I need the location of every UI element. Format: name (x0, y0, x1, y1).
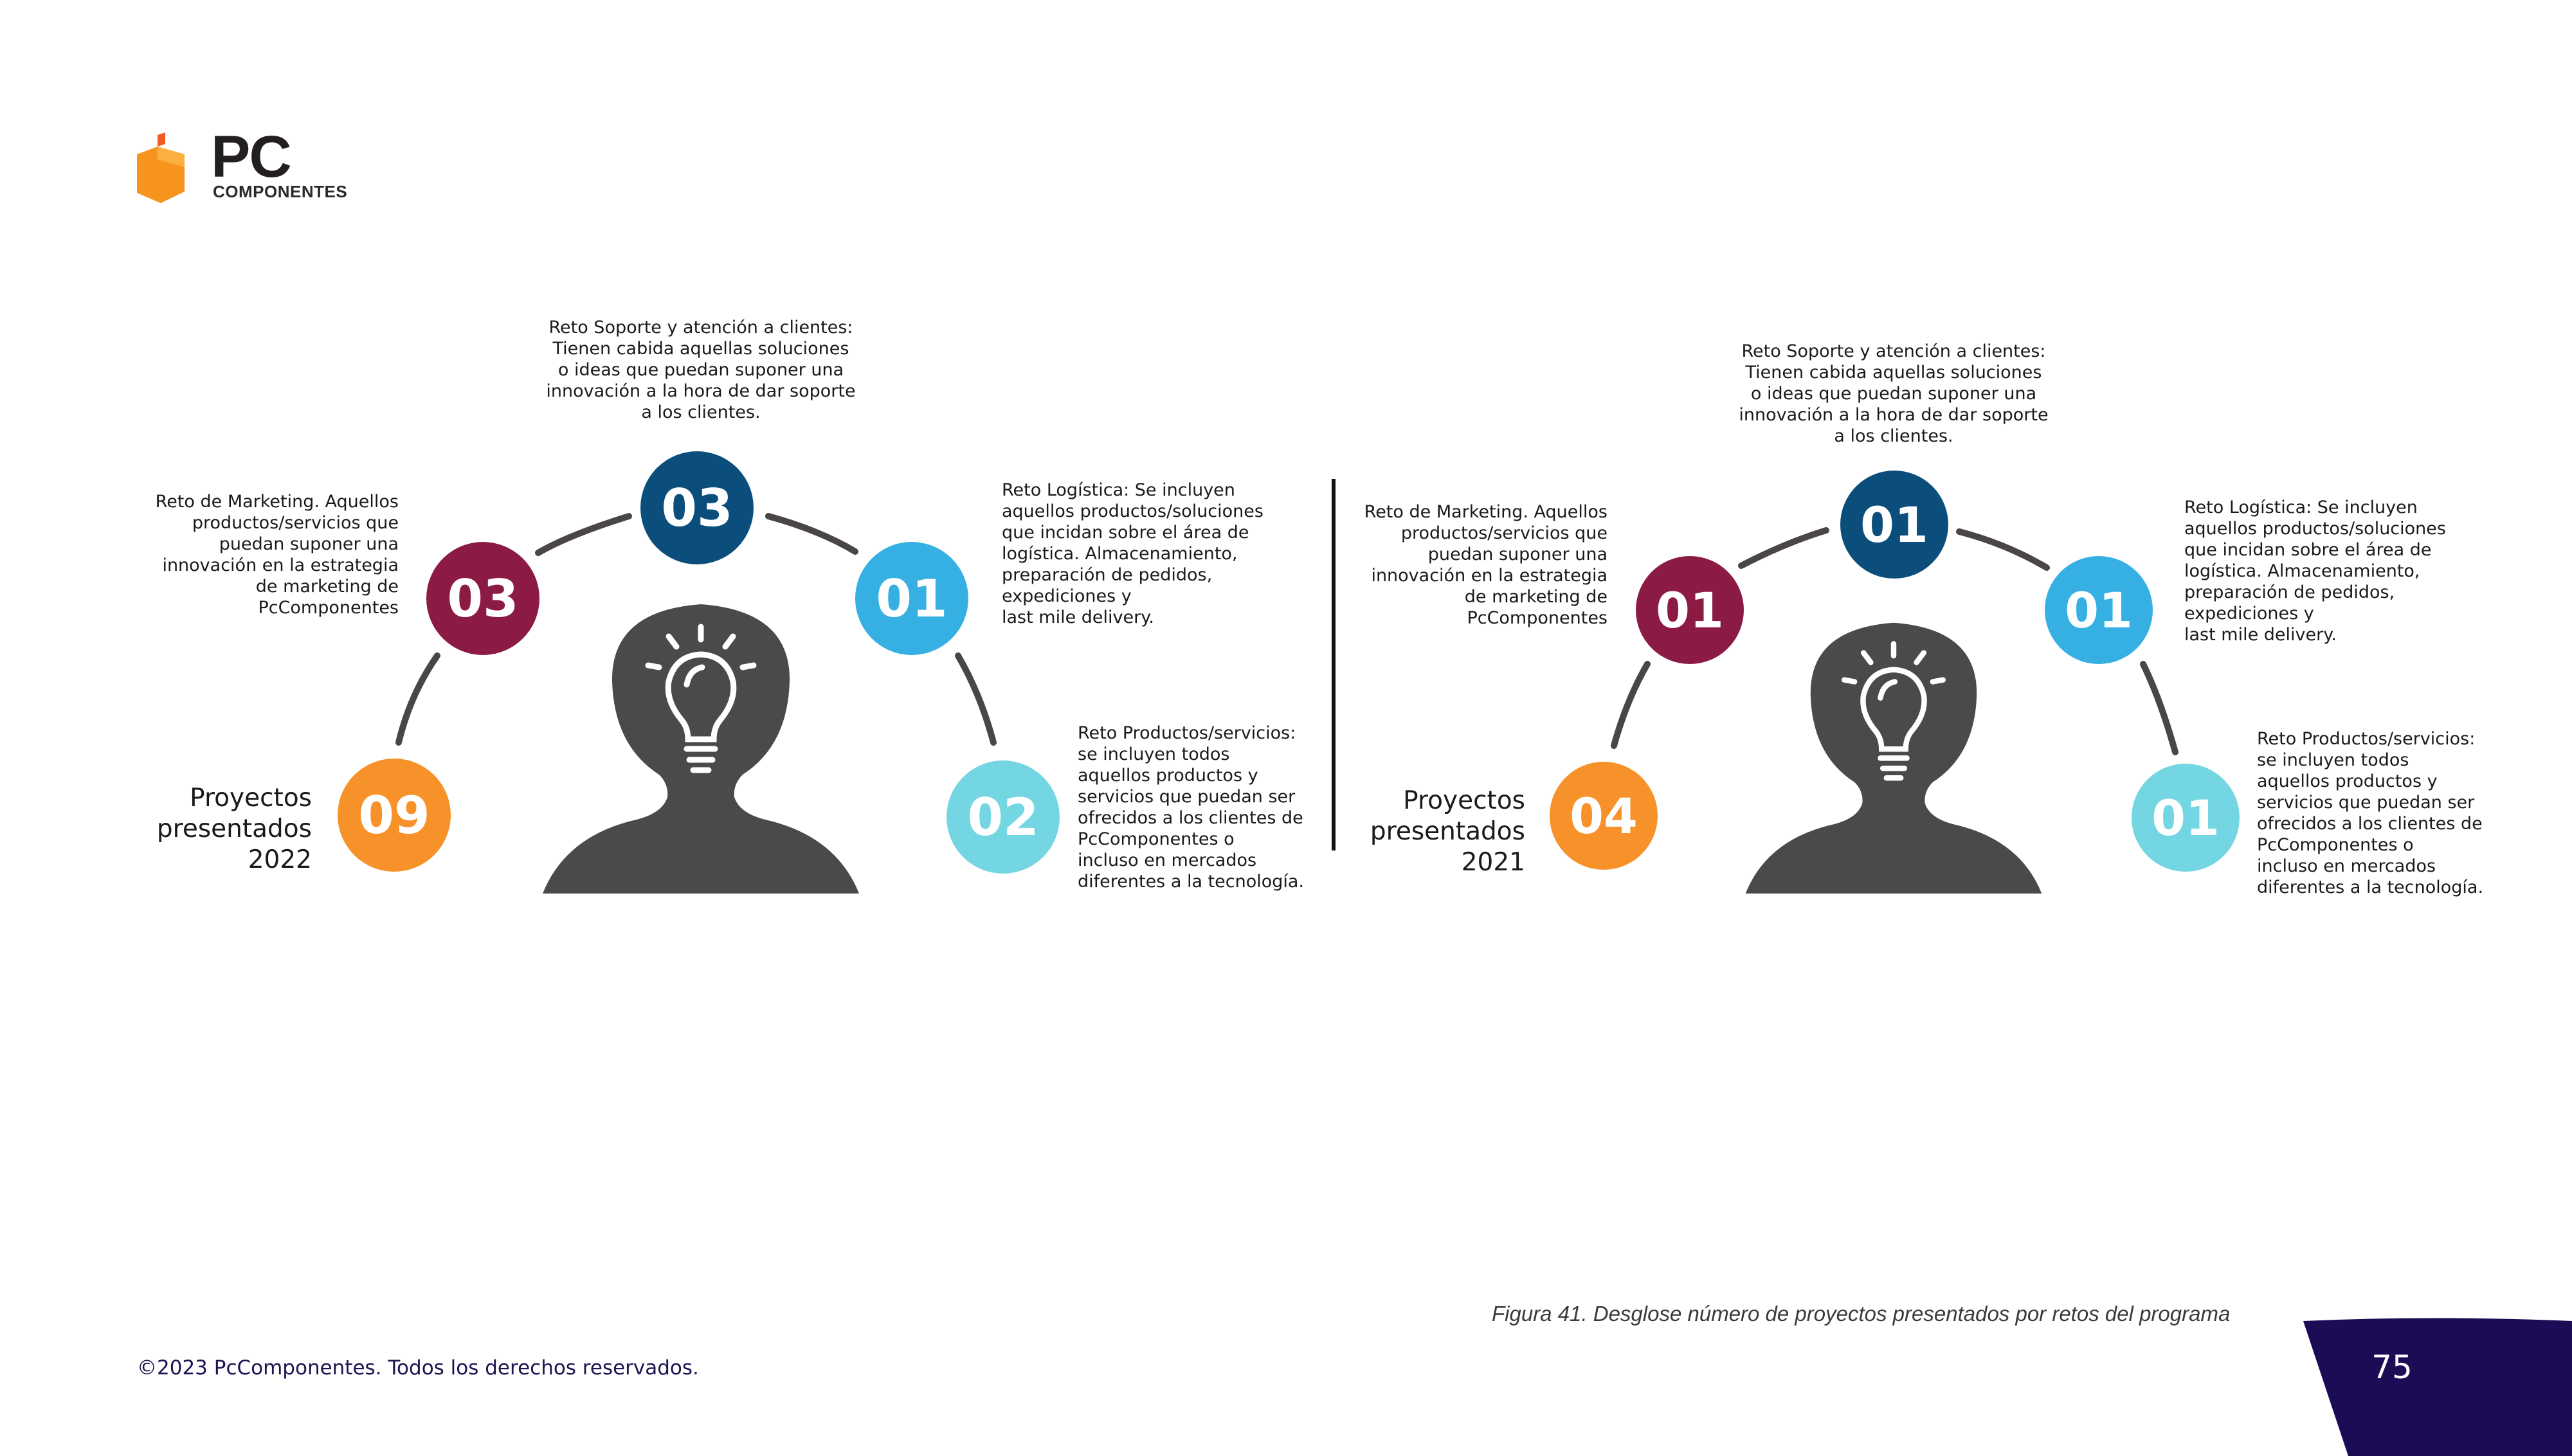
panel-2022 (103, 309, 1325, 913)
logistica-count-circle (2045, 556, 2153, 664)
marketing-description: Reto de Marketing. Aquellos productos/servicios que puedan suponer una innovación en la estrategia de marketing de PcComponentes (1364, 502, 1608, 628)
copyright-text: ©2023 PcComponentes. Todos los derechos reservados. (137, 1356, 699, 1380)
person-silhouette-icon (1739, 611, 2048, 894)
productos-description: Reto Productos/servicios: se incluyen todos aquellos productos y servicios que puedan ser ofrecidos a los clientes de PcComponentes o incluso en mercados diferentes a la tecnología. (1078, 723, 1305, 892)
productos-count: 01 (2151, 789, 2220, 847)
logistica-description: Reto Logística: Se incluyen aquellos productos/soluciones que incidan sobre el área de logística. Almacenamiento, preparación de pedidos, expediciones y last mile delivery. (2184, 498, 2446, 645)
year-label: Proyectos presentados 2021 (1370, 786, 1525, 877)
soporte-count-circle (640, 451, 754, 564)
productos-count-circle (946, 760, 1060, 874)
soporte-description: Reto Soporte y atención a clientes: Tienen cabida aquellas soluciones o ideas que puedan suponer una innovación a la hora de dar soporte a los clientes. (1739, 341, 2049, 446)
soporte-description: Reto Soporte y atención a clientes: Tienen cabida aquellas soluciones o ideas que puedan suponer una innovación a la hora de dar soporte a los clientes. (546, 318, 856, 422)
year-label: Proyectos presentados 2022 (156, 784, 312, 874)
productos-description: Reto Productos/servicios: se incluyen todos aquellos productos y servicios que puedan ser ofrecidos a los clientes de PcComponentes o incluso en mercados diferentes a la tecnología. (2257, 729, 2484, 897)
logistica-description: Reto Logística: Se incluyen aquellos productos/soluciones que incidan sobre el área de logística. Almacenamiento, preparación de pedidos, expediciones y last mile delivery. (1002, 480, 1263, 627)
page-number-tab (2303, 1318, 2572, 1456)
logo-wordmark: PC (211, 124, 291, 190)
logistica-count: 01 (876, 568, 948, 629)
marketing-count-circle (1636, 556, 1744, 664)
total-count: 09 (358, 785, 430, 845)
logo-subtitle: COMPONENTES (213, 182, 348, 201)
marketing-count: 03 (447, 568, 519, 629)
soporte-count-circle (1840, 471, 1948, 579)
marketing-description: Reto de Marketing. Aquellos productos/servicios que puedan suponer una innovación en la estrategia de marketing de PcComponentes (155, 492, 399, 618)
figure-caption: Figura 41. Desglose número de proyectos presentados por retos del programa (1492, 1302, 2231, 1326)
logistica-count: 01 (2065, 581, 2133, 639)
soporte-count: 01 (1860, 496, 1928, 553)
productos-count: 02 (967, 787, 1039, 847)
total-count-circle (1550, 762, 1658, 870)
panel-2021 (1312, 309, 2533, 913)
total-count-circle (338, 759, 451, 872)
marketing-count: 01 (1656, 581, 1724, 639)
productos-count-circle (2132, 764, 2240, 872)
marketing-count-circle (426, 542, 539, 655)
person-silhouette-icon (540, 591, 862, 894)
logistica-count-circle (855, 542, 968, 655)
page-number: 75 (2371, 1349, 2413, 1386)
soporte-count: 03 (661, 478, 733, 538)
total-count: 04 (1570, 787, 1638, 845)
